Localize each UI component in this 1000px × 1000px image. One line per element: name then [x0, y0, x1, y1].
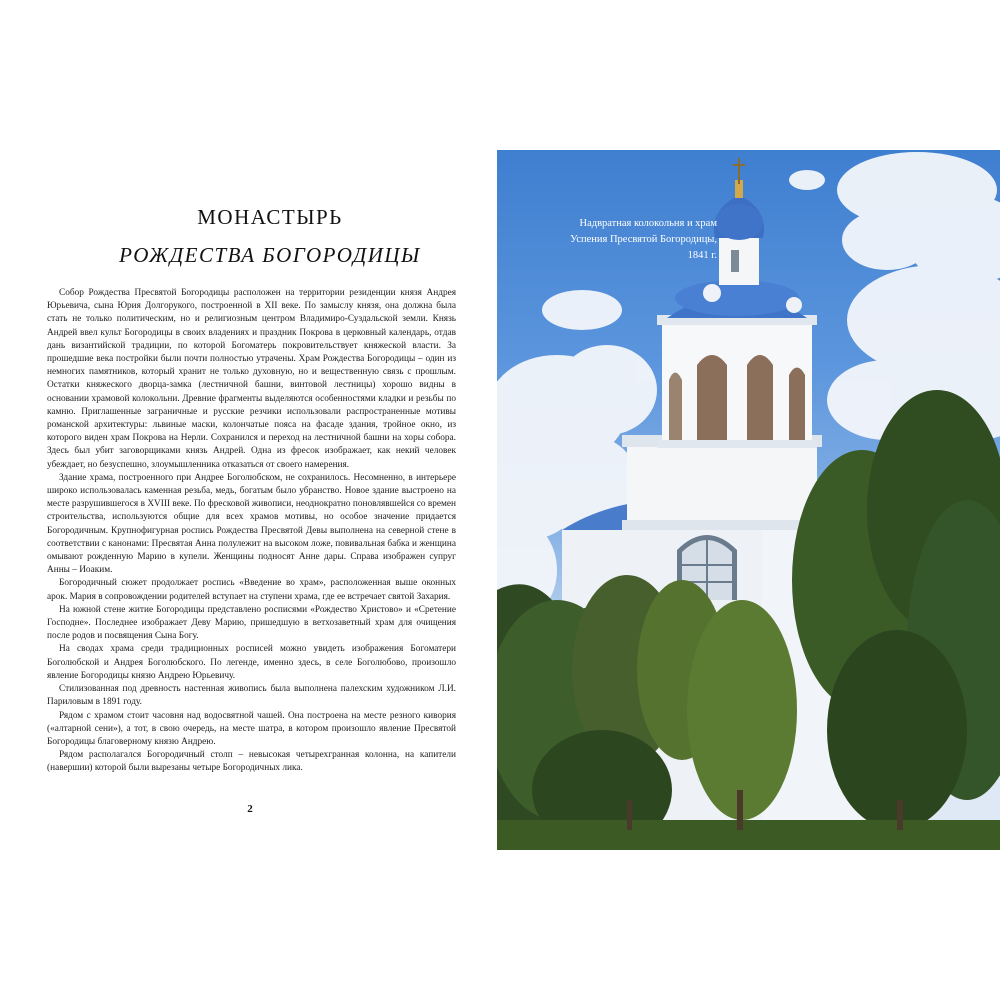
- caption-line: 1841 г.: [687, 250, 717, 261]
- bell-tower: [622, 158, 822, 530]
- paragraph: Стилизованная под древность настенная живопись была выполнена палехским художником Л.И. Париловым в 1891 году.: [47, 684, 456, 708]
- caption-line: Успения Пресвятой Богородицы,: [570, 234, 717, 245]
- chapter-title-line2: РОЖДЕСТВА БОГОРОДИЦЫ: [119, 243, 421, 267]
- paragraph: Здание храма, построенного при Андрее Боголюбском, не сохранилось. Несомненно, в интерьере широко использовалась каменная резьба, медь, богатым было убранство. Новое здание выстроено на месте разрушившегося в XVIII веке. По фресковой живописи, неоднократно поновлявшейся со времен строительства, используются общие для всех храмов мотивы, но особое значение придается Богородичным. Крупнофигурная роспись Рождества Пресвятой Девы выполнена на северной стене в соответствии с канонами: Пресвятая Анна полулежит на высоком ложе, повивальная бабка и женщина омывают рожденную Марию в купели. Женщины подносят Анне дары. Справа изображен супруг Анны – Иоаким.: [47, 472, 456, 576]
- caption-line: Надвратная колокольня и храм: [579, 218, 717, 229]
- church-photo: [497, 150, 1000, 850]
- page-number: 2: [247, 803, 253, 815]
- left-page: [0, 0, 497, 1000]
- paragraph: Рядом располагался Богородичный столп – невысокая четырехгранная колонна, на капители (навершии) которой были вырезаны четыре Богородичных лика.: [47, 750, 456, 774]
- chapter-title-line1: МОНАСТЫРЬ: [197, 205, 343, 229]
- paragraph: Рядом с храмом стоит часовня над водосвятной чашей. Она построена на месте резного кивория («алтарной сени»), а тот, в свою очередь, на месте шатра, в котором произошло явление Пресвятой Богородицы благоверному князю Андрею.: [47, 710, 456, 747]
- body-text: [47, 287, 456, 776]
- paragraph: Собор Рождества Пресвятой Богородицы расположен на территории резиденции князя Андрея Юрьевича, сына Юрия Долгорукого, построенной в XII веке. По замыслу князя, она должна была стать не только политическим, но и религиозным центром Владимиро-Суздальской земли. Князь Андрей ввел культ Богородицы в своих владениях и праздник Покрова в церковный календарь, отдав дань византийской традиции, по которой Богоматерь покровительствует княжеской власти. За прошедшие века постройки были почти полностью утрачены. Храм Рождества Богородицы – один из немногих памятников, который хранит не только духовную, но и вещественную связь с прошлым. Остатки княжеского дворца-замка (лестничной башни, винтовой лестницы) хорошо видны в основании храмовой колокольни. Древние фрагменты выделяются особенностями кладки и резьбы по камню. Приглашенные заграничные и русские резчики использовали распространенные мотивы романской архитектуры: львиные маски, колончатые пояса на фасаде здания, тройное окно, из которого виден храм Покрова на Нерли. Сохранился и переход на лестничной башни на хоры собора. Здесь был убит заговорщиками князь Андрей. Одна из фресок изображает, как некий человек убеждает, но безуспешно, злоумышленника отказаться от своего намерения.: [47, 288, 456, 470]
- paragraph: Богородичный сюжет продолжает роспись «Введение во храм», расположенная выше оконных арок. Мария в сопровождении родителей вступает на ступени храма, где ее встречает святой Захария.: [47, 578, 456, 602]
- paragraph: На южной стене житие Богородицы представлено росписями «Рождество Христово» и «Сретение Господне». Последнее изображает Деву Марию, пришедшую в ветхозаветный храм для очищения после родов и посвящения Сына Богу.: [47, 604, 456, 642]
- photo-caption: [547, 216, 717, 264]
- chapter-title: [60, 200, 480, 272]
- paragraph: На сводах храма среди традиционных росписей можно увидеть изображения Богоматери Боголюбской и Андрея Боголюбского. По легенде, именно здесь, в селе Боголюбово, произошло явление Богородицы князю Андрею Юрьевичу.: [47, 644, 456, 681]
